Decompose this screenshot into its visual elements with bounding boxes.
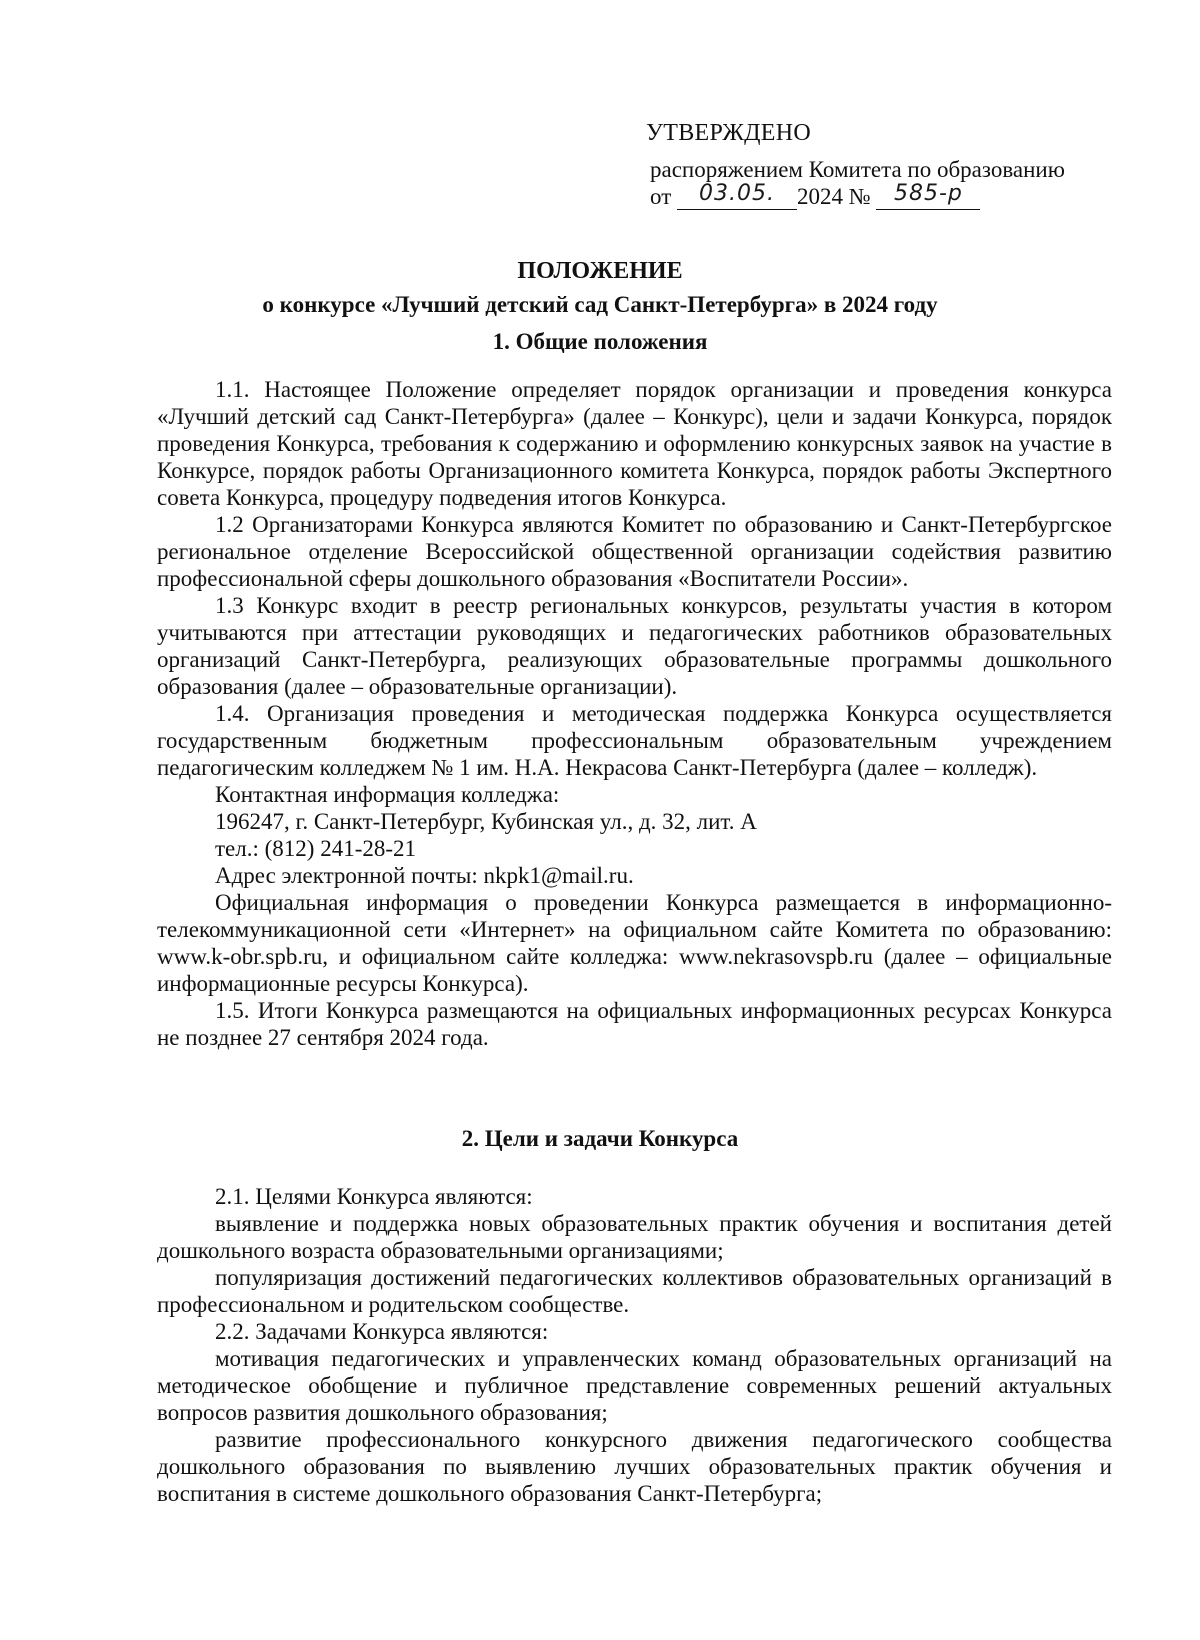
paragraph-1-3: 1.3 Конкурс входит в реестр региональных конкурсов, результаты участия в котором учитываются при аттестации руководящих и педагогических работников образовательных организаций Санкт-Петербурга, реализующих образовательные программы дошкольного образования (далее – образовательные организации). [157, 593, 1112, 699]
handwritten-number: 585-р [894, 181, 963, 206]
contact-email: Адрес электронной почты: nkpk1@mail.ru. [215, 863, 634, 888]
paragraph-1-2: 1.2 Организаторами Конкурса являются Комитет по образованию и Санкт-Петербургское региональное отделение Всероссийской общественной организации содействия развитию профессиональной сферы дошкольного образования «Воспитатели России». [157, 512, 1112, 591]
contact-address: 196247, г. Санкт-Петербург, Кубинская ул., д. 32, лит. А [215, 809, 757, 834]
section-1-body [157, 376, 1112, 1051]
contact-title: Контактная информация колледжа: [215, 782, 560, 807]
task-item-2: развитие профессионального конкурсного движения педагогического сообщества дошкольного образования по выявлению лучших образовательных практик обучения и воспитания в системе дошкольного образования Санкт-Петербурга; [157, 1427, 1112, 1506]
paragraph-official-info: Официальная информация о проведении Конкурса размещается в информационно-телекоммуникационной сети «Интернет» на официальном сайте Комитета по образованию: www.k-obr.spb.ru, и официальном сайте колледжа: www.nekrasovspb.ru (далее – официальные информационные ресурсы Конкурса). [157, 890, 1112, 996]
contact-phone: тел.: (812) 241-28-21 [215, 836, 417, 861]
title-sub: о конкурсе «Лучший детский сад Санкт-Петербурга» в 2024 году [262, 292, 938, 317]
approval-stamp-block [646, 120, 1106, 210]
paragraph-1-1: 1.1. Настоящее Положение определяет порядок организации и проведения конкурса «Лучший детский сад Санкт-Петербурга» (далее – Конкурс), цели и задачи Конкурса, порядок проведения Конкурса, требования к содержанию и оформлению конкурсных заявок на участие в Конкурсе, порядок работы Организационного комитета Конкурса, порядок работы Экспертного совета Конкурса, процедуру подведения итогов Конкурса. [157, 377, 1112, 510]
approval-date-line [650, 183, 1106, 210]
number-field [876, 183, 980, 210]
from-label: от [650, 184, 672, 209]
goal-item-1: выявление и поддержка новых образовательных практик обучения и воспитания детей дошкольного возраста образовательными организациями; [157, 1211, 1112, 1263]
approval-heading: УТВЕРЖДЕНО [646, 120, 812, 146]
document-title [0, 258, 1200, 318]
approval-line: распоряжением Комитета по образованию [650, 157, 1065, 182]
section-2-heading: 2. Цели и задачи Конкурса [461, 1126, 739, 1151]
paragraph-2-1: 2.1. Целями Конкурса являются: [215, 1184, 533, 1209]
paragraph-1-5: 1.5. Итоги Конкурса размещаются на официальных информационных ресурсах Конкурса не позднее 27 сентября 2024 года. [157, 998, 1112, 1050]
title-main: ПОЛОЖЕНИЕ [517, 258, 683, 284]
section-2-body [157, 1183, 1112, 1507]
year-label: 2024 № [797, 184, 871, 209]
paragraph-1-4: 1.4. Организация проведения и методическая поддержка Конкурса осуществляется государственным бюджетным профессиональным образовательным учреждением педагогическим колледжем № 1 им. Н.А. Некрасова Санкт-Петербурга (далее – колледж). [157, 701, 1112, 780]
section-1-heading: 1. Общие положения [492, 329, 708, 354]
task-item-1: мотивация педагогических и управленческих команд образовательных организаций на методическое обобщение и публичное представление современных решений актуальных вопросов развития дошкольного образования; [157, 1346, 1112, 1425]
handwritten-date: 03.05. [699, 181, 775, 206]
paragraph-2-2: 2.2. Задачами Конкурса являются: [215, 1319, 549, 1344]
date-field [677, 183, 797, 210]
goal-item-2: популяризация достижений педагогических коллективов образовательных организаций в профессиональном и родительском сообществе. [157, 1265, 1112, 1317]
